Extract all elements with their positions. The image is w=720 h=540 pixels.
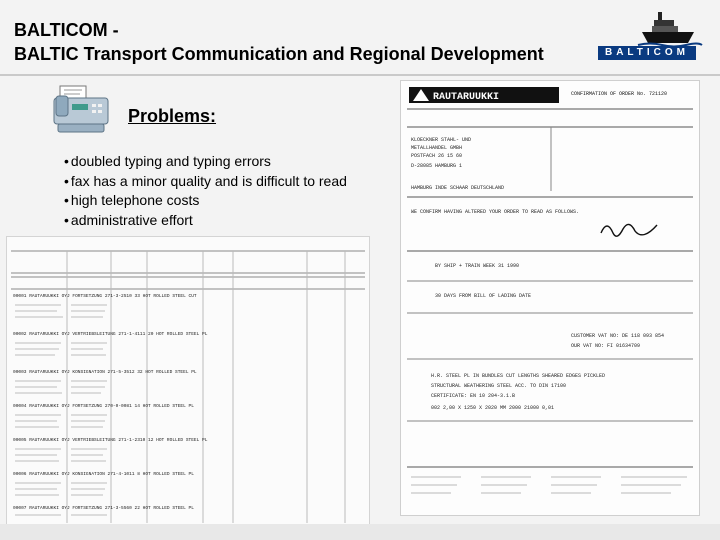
fax-row: 00007 RAUTARUUKKI OYJ FORTSETZUNG 271-3-5560 22 HOT ROLLED STEEL PL: [13, 506, 194, 511]
list-item: • high telephone costs: [64, 191, 347, 211]
fax-line: KLOECKNER STAHL- UND: [411, 137, 472, 143]
list-item: • administrative effort: [64, 211, 347, 231]
logo-wordmark: BALTICOM: [598, 46, 696, 60]
fax-line: HAMBURG INDE SCHAAR DEUTSCHLAND: [411, 185, 505, 191]
fax-spec: STRUCTURAL WEATHERING STEEL ACC. TO DIN 17100: [431, 383, 567, 389]
fax-vat: CUSTOMER VAT NO: DE 118 093 854: [571, 333, 665, 339]
fax-header: CONFIRMATION OF ORDER No. 721120: [571, 91, 668, 97]
ship-icon: [598, 10, 706, 48]
fax-table-scan: [7, 237, 369, 525]
fax-row: 00006 RAUTARUUKKI OYJ KONSIGNATION 271-4-1011 8 HOT ROLLED STEEL PL: [13, 472, 194, 477]
fax-machine-icon: [50, 84, 112, 136]
fax-vat: OUR VAT NO: FI 01634709: [571, 343, 641, 349]
footer-bar: [0, 524, 720, 540]
fax-document-confirmation: [400, 80, 700, 516]
fax-shipment: BY SHIP + TRAIN WEEK 31 1990: [435, 263, 520, 269]
title-line-1: BALTICOM -: [14, 20, 119, 40]
title-divider: [0, 74, 720, 76]
fax-item-row: 002 2,00 X 1250 X 2020 MM 2000 21000 0,01: [431, 405, 555, 411]
fax-spec: CERTIFICATE: EN 10 204-3.1.B: [431, 393, 516, 399]
title-line-2: BALTIC Transport Communication and Regional Development: [14, 44, 544, 64]
problems-list: [64, 152, 347, 230]
fax-document-table: [6, 236, 370, 526]
fax-line: POSTFACH 26 15 60: [411, 153, 463, 159]
problems-heading: Problems:: [128, 106, 217, 126]
fax-row: 00005 RAUTARUUKKI OYJ VERTRIEBSLEITUNG 271-1-2310 12 HOT ROLLED STEEL PL: [13, 438, 208, 443]
fax-row: 00004 RAUTARUUKKI OYJ FORTSETZUNG 270-0-0081 14 HOT ROLLED STEEL PL: [13, 404, 194, 409]
list-item: • doubled typing and typing errors: [64, 152, 347, 172]
fax-line: D-28085 HAMBURG 1: [411, 163, 463, 169]
fax-confirmation-scan: [401, 81, 699, 515]
fax-brand: RAUTARUUKKI: [433, 92, 500, 103]
fax-row: 00001 RAUTARUUKKI OYJ FORTSETZUNG 271-3-2510 33 HOT ROLLED STEEL CUT: [13, 294, 197, 299]
list-item: • fax has a minor quality and is difficult to read: [64, 172, 347, 192]
fax-row: 00003 RAUTARUUKKI OYJ KONSIGNATION 271-5-3512 32 HOT ROLLED STEEL PL: [13, 370, 197, 375]
slide-title: [14, 18, 544, 66]
fax-payment: 30 DAYS FROM BILL OF LADING DATE: [435, 293, 532, 299]
fax-line: METALLHANDEL GMBH: [411, 145, 463, 151]
fax-spec: H.R. STEEL PL IN BUNDLES CUT LENGTHS SHEARED EDGES PICKLED: [431, 373, 606, 379]
fax-confirm-text: WE CONFIRM HAVING ALTERED YOUR ORDER TO READ AS FOLLOWS.: [411, 209, 580, 215]
balticom-logo: [598, 10, 706, 60]
fax-row: 00002 RAUTARUUKKI OYJ VERTRIEBSLEITUNG 271-1-4111 20 HOT ROLLED STEEL PL: [13, 332, 208, 337]
